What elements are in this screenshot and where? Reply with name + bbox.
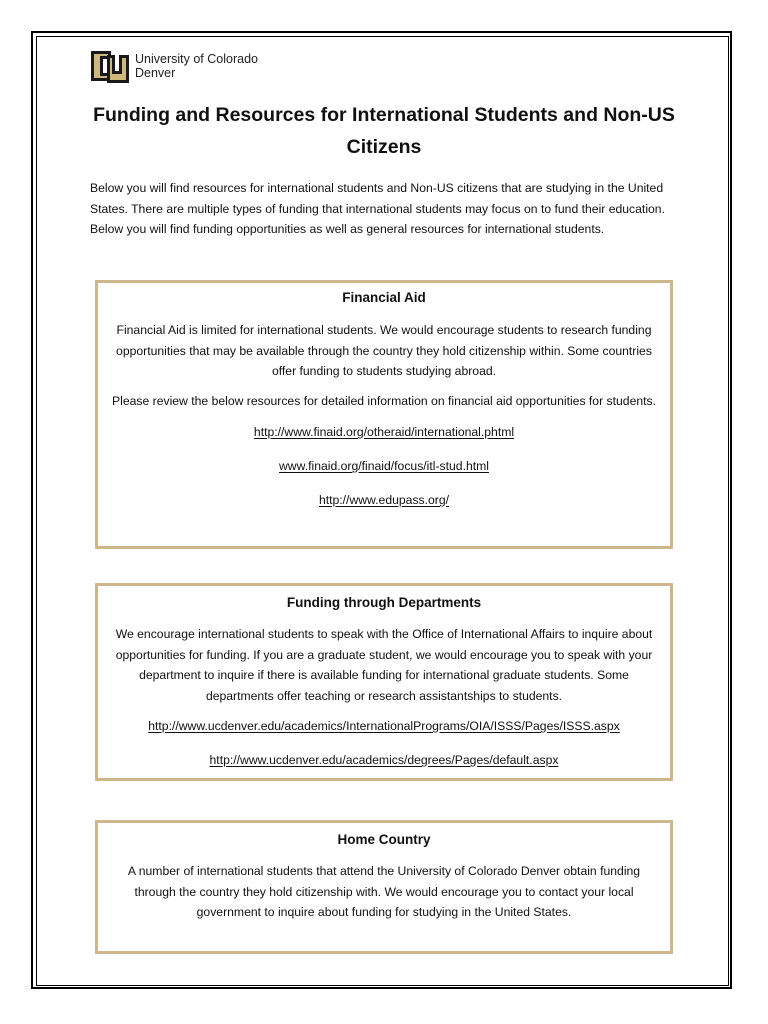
financial-aid-title: Financial Aid bbox=[342, 290, 426, 305]
home-country-paragraph: A number of international students that attend the University of Colorado Denver obtain funding through the country they hold citizenship with. We would encourage you to contact your local government to inquire about funding for studying in the United States. bbox=[127, 864, 641, 919]
isss-link[interactable]: http://www.ucdenver.edu/academics/InternationalPrograms/OIA/ISSS/Pages/ISSS.aspx bbox=[148, 719, 620, 733]
page-title: Funding and Resources for International Students and Non-US Citizens bbox=[93, 104, 675, 158]
cu-logo-icon bbox=[89, 47, 131, 87]
departments-box bbox=[95, 583, 673, 781]
finaid-international-link[interactable]: http://www.finaid.org/otheraid/international.phtml bbox=[253, 425, 515, 439]
home-country-title: Home Country bbox=[337, 832, 431, 847]
financial-aid-review-paragraph: Please review the below resources for detailed information on financial aid opportunities for students. bbox=[111, 393, 656, 408]
departments-title: Funding through Departments bbox=[286, 595, 482, 610]
logo-line-university: University of Colorado bbox=[135, 52, 258, 66]
finaid-itl-stud-link[interactable]: www.finaid.org/finaid/focus/itl-stud.html bbox=[279, 459, 489, 473]
logo-line-campus: Denver bbox=[135, 66, 176, 80]
intro-paragraph: Below you will find resources for international students and Non-US citizens that are studying in the United States. There are multiple types of funding that international students may focus on to fund their education. Below you will find funding opportunities as well as general resources for international students. bbox=[90, 181, 665, 236]
financial-aid-paragraph: Financial Aid is limited for international students. We would encourage students to research funding opportunities that may be available through the country they hold citizenship within. Some countries offer funding to students studying abroad. bbox=[116, 323, 652, 378]
degrees-link[interactable]: http://www.ucdenver.edu/academics/degrees/Pages/default.aspx bbox=[209, 753, 559, 767]
home-country-box bbox=[95, 820, 673, 954]
financial-aid-box bbox=[95, 280, 673, 549]
edupass-link[interactable]: http://www.edupass.org/ bbox=[318, 493, 450, 507]
departments-paragraph: We encourage international students to speak with the Office of International Affairs to inquire about opportunities for funding. If you are a graduate student, we would encourage you to speak with your department to inquire if there is available funding for international graduate students. Some departments offer teaching or research assistantships to students. bbox=[115, 627, 653, 703]
university-logo bbox=[89, 45, 258, 89]
